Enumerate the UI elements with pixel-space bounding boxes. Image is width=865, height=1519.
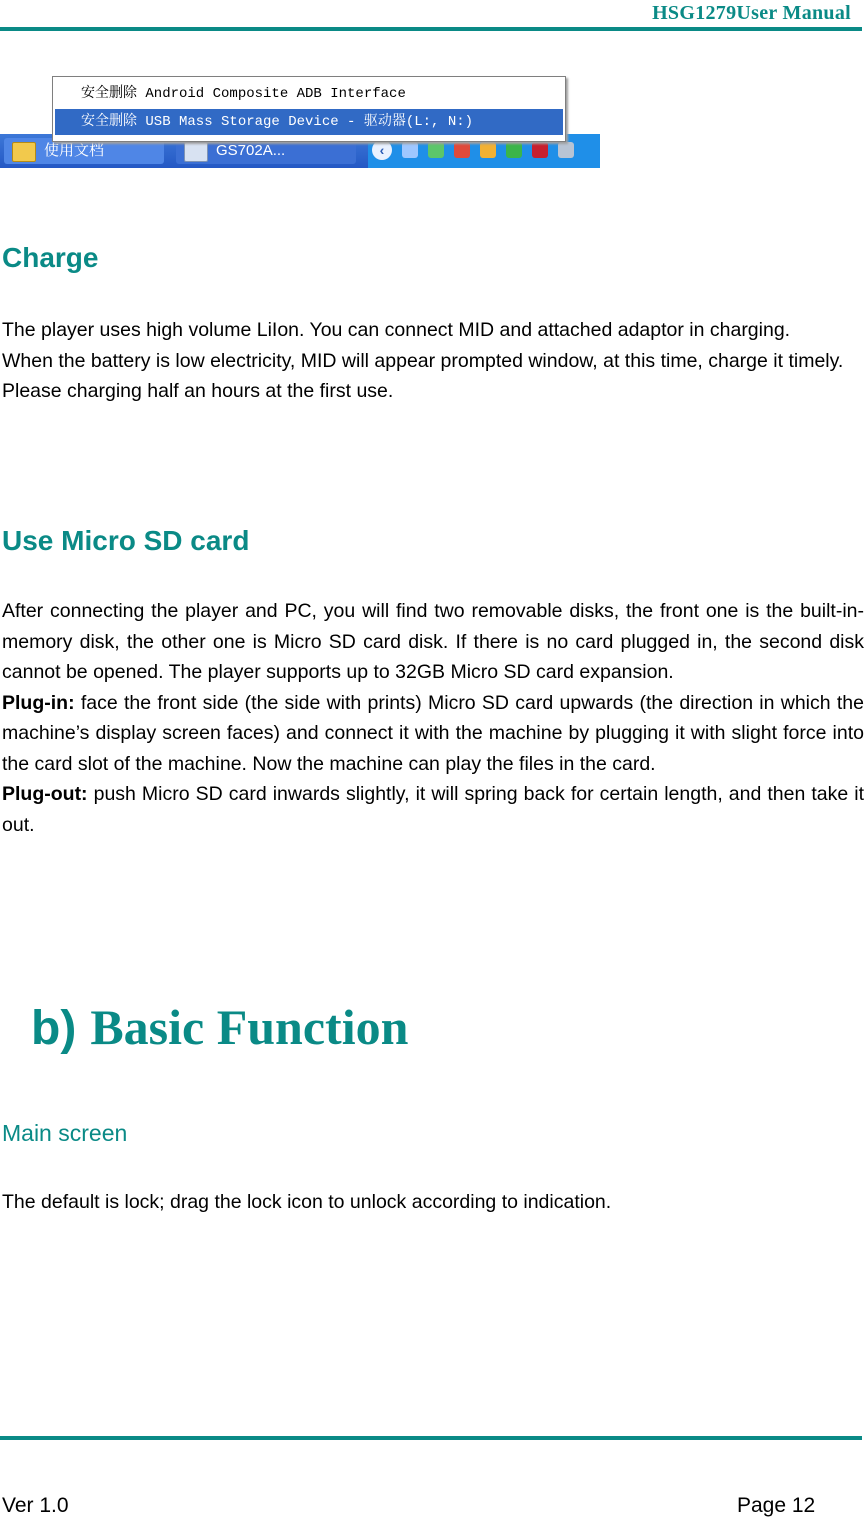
sd-intro: After connecting the player and PC, you will find two removable disks, the front one is the built-in-memory disk, the other one is Micro SD card disk. If there is no card plugged in, the second disk cannot be opened. The player supports up to 32GB Micro SD card expansion.: [2, 600, 864, 683]
charge-text: [2, 315, 864, 407]
tray-app-icon[interactable]: [558, 142, 574, 158]
menu-item-remove-adb[interactable]: 安全删除 Android Composite ADB Interface: [81, 86, 406, 102]
plug-in-paragraph: [2, 688, 864, 780]
plug-out-text: push Micro SD card inwards slightly, it will spring back for certain length, and then take it out.: [2, 783, 864, 836]
charge-line: Please charging half an hours at the first use.: [2, 380, 394, 402]
plug-out-label: Plug-out:: [2, 783, 88, 805]
main-screen-text: The default is lock; drag the lock icon to unlock according to indication.: [2, 1191, 612, 1213]
taskbar-button-label: GS702A...: [216, 142, 286, 159]
section-title: [31, 998, 408, 1056]
footer-version: Ver 1.0: [2, 1494, 69, 1517]
footer-rule: [0, 1436, 862, 1440]
window-icon: [184, 142, 208, 162]
tray-app-icon[interactable]: [480, 142, 496, 158]
taskbar-button-label: 使用文档: [44, 142, 105, 159]
plug-in-label: Plug-in:: [2, 691, 75, 714]
plug-in-text: face the front side (the side with prints) Micro SD card upwards (the direction in which the machine’s display screen faces) and connect it with the machine by plugging it with slight force into the card slot of the machine. Now the machine can play the files in the card.: [2, 691, 864, 775]
main-screen-heading: Main screen: [2, 1120, 128, 1146]
folder-icon: [12, 142, 36, 162]
footer-page: Page 12: [737, 1494, 816, 1517]
sd-heading: Use Micro SD card: [2, 525, 250, 556]
tray-app-icon[interactable]: [506, 142, 522, 158]
header-rule: [0, 27, 862, 31]
tray-app-icon[interactable]: [454, 142, 470, 158]
tray-app-icon[interactable]: [428, 142, 444, 158]
usb-safe-remove-screenshot: [0, 68, 600, 168]
charge-line: When the battery is low electricity, MID will appear prompted window, at this time, charge it timely.: [2, 349, 844, 372]
menu-item-remove-usb-storage[interactable]: 安全删除 USB Mass Storage Device - 驱动器(L:, N:): [55, 109, 563, 135]
charge-line: The player uses high volume LiIon. You can connect MID and attached adaptor in charging.: [2, 319, 791, 341]
chevron-left-icon[interactable]: ‹: [372, 140, 392, 160]
header-title: HSG1279User Manual: [652, 2, 851, 24]
tray-app-icon[interactable]: [532, 142, 548, 158]
sd-text: [2, 596, 864, 840]
plug-out-paragraph: [2, 779, 864, 840]
safe-remove-menu: [52, 76, 566, 142]
usb-device-icon[interactable]: [402, 142, 418, 158]
section-title-text: Basic Function: [90, 999, 409, 1055]
section-letter: b): [31, 1002, 77, 1055]
charge-heading: Charge: [2, 242, 99, 273]
